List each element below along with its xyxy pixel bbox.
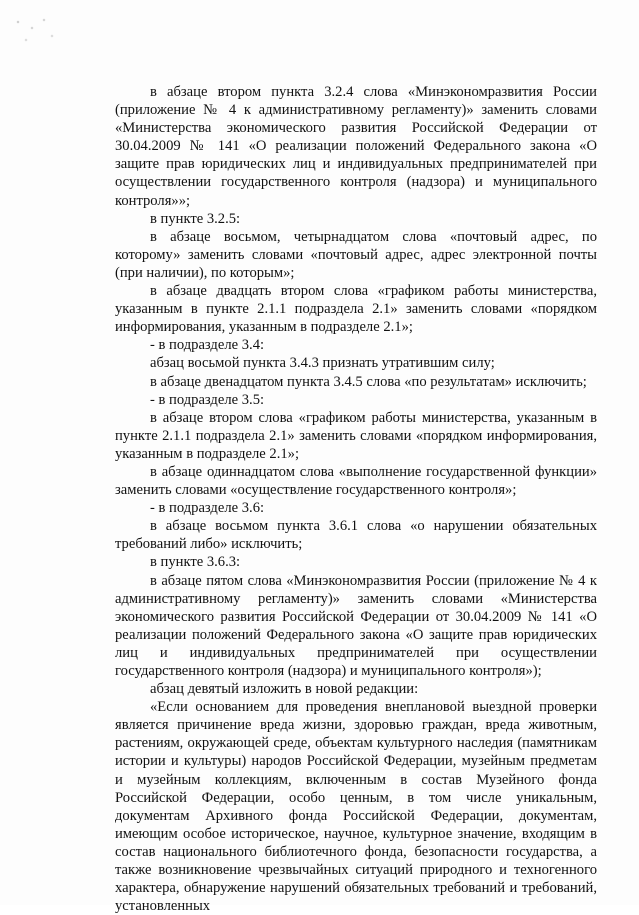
paragraph-3-2-5-heading: в пункте 3.2.5: xyxy=(150,210,241,227)
paragraph-3-6-3-heading: в пункте 3.6.3: xyxy=(150,554,241,571)
paragraph-subsection-3-4: - в подразделе 3.4: xyxy=(150,337,265,354)
paragraph-ninth-new-edition: абзац девятый изложить в новой редакции: xyxy=(150,681,419,698)
paragraph-quoted-text: «Если основанием для проведения внеплановой выездной проверки является причинение вреда жизни, здоровью граждан, вреда животным, растениям, окружающей среде, объектам культурного наследия (памятникам истории и культуры) народов Российской Федерации, музейным предметам и музейным коллекциям, включенным в состав Музейного фонда Российской Федерации, особо ценным, в том числе уникальным, документам Архивного фонда Российской Федерации, документам, имеющим особое историческое, научное, культурное значение, входящим в состав национального библиотечного фонда, безопасности государства, а также возникновение чрезвычайных ситуаций природного и техногенного характера, обнаружение нарушений обязательных требований и требований, установленных xyxy=(115,699,597,915)
paragraph-3-2-4: в абзаце втором пункта 3.2.4 слова «Минэкономразвития России (приложение № 4 к административному регламенту)» заменить словами «Министерства экономического развития Российской Федерации от 30.04.2009 № 141 «О реализации положений Федерального закона «О защите прав юридических лиц и индивидуальных предпринимателей при осуществлении государственного контроля (надзора) и муниципального контроля»»; xyxy=(115,84,597,209)
paragraph-3-6-1: в абзаце восьмом пункта 3.6.1 слова «о нарушении обязательных требований либо» исключить; xyxy=(115,518,597,553)
paragraph-twenty-second: в абзаце двадцать втором слова «графиком работы министерства, указанным в пункте 2.1.1 подраздела 2.1» заменить словами «порядком информирования, указанным в подразделе 2.1»; xyxy=(115,283,597,336)
scan-noise xyxy=(8,14,68,54)
paragraph-3-4-3: абзац восьмой пункта 3.4.3 признать утратившим силу; xyxy=(150,355,495,372)
paragraph-3-5-second: в абзаце втором слова «графиком работы министерства, указанным в пункте 2.1.1 подраздела 2.1» заменить словами «порядком информирования, указанным в подразделе 2.1»; xyxy=(115,409,597,462)
paragraph-subsection-3-5: - в подразделе 3.5: xyxy=(150,391,265,408)
document-body xyxy=(115,83,597,915)
paragraph-3-5-eleventh: в абзаце одиннадцатом слова «выполнение государственной функции» заменить словами «осуществление государственного контроля»; xyxy=(115,463,597,499)
paragraph-3-6-3-fifth: в абзаце пятом слова «Минэкономразвития России (приложение № 4 к административному регламенту)» заменить словами «Министерства экономического развития Российской Федерации от 30.04.2009 № 141 «О реализации положений Федерального закона «О защите прав юридических лиц и индивидуальных предпринимателей при осуществлении государственного контроля (надзора) и муниципального контроля»); xyxy=(115,572,597,679)
paragraph-postal-address: в абзаце восьмом, четырнадцатом слова «почтовый адрес, по которому» заменить словами «почтовый адрес, адрес электронной почты (при наличии), по которым»; xyxy=(115,228,597,281)
paragraph-3-4-5: в абзаце двенадцатом пункта 3.4.5 слова «по результатам» исключить; xyxy=(150,373,587,390)
paragraph-subsection-3-6: - в подразделе 3.6: xyxy=(150,500,265,517)
